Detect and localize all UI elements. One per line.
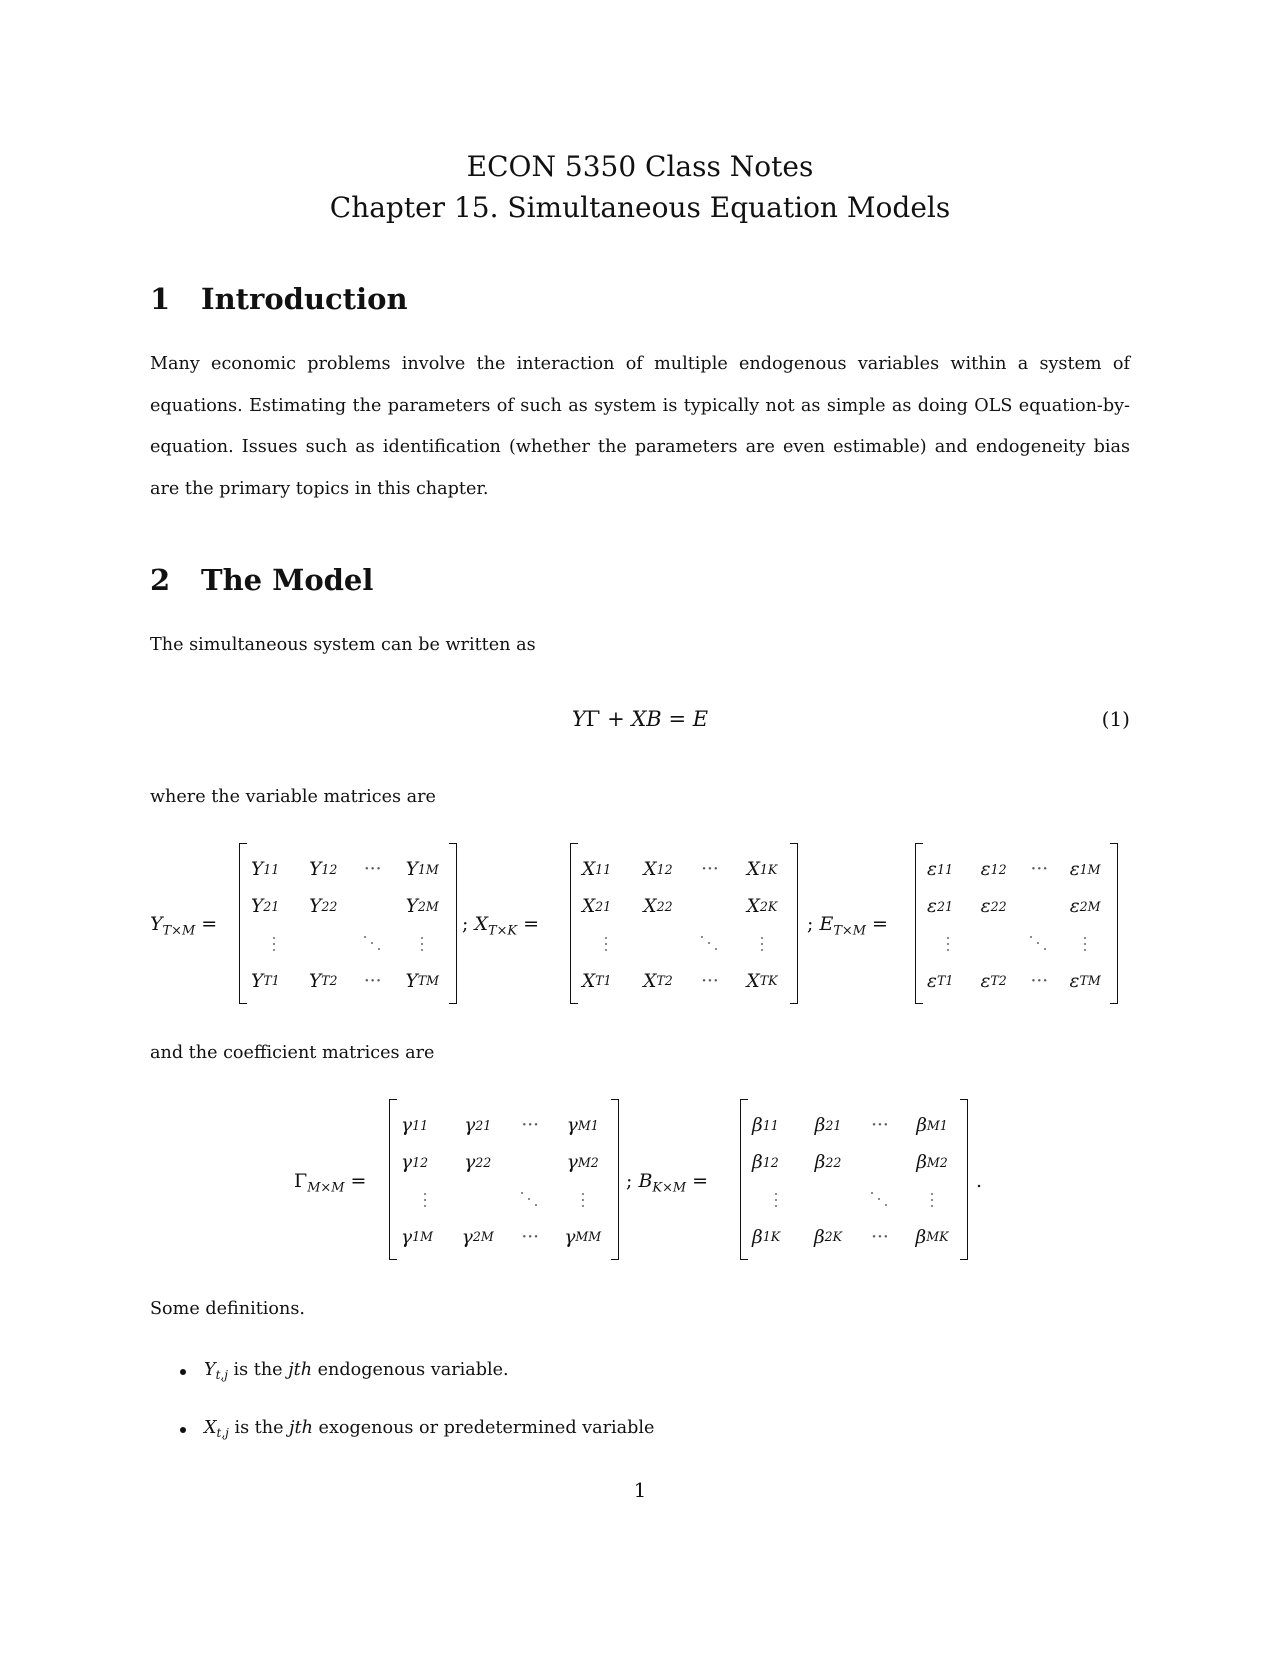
matrix-cell: X T1 [582,970,612,992]
hdots: ··· [1030,859,1049,881]
ddots [854,1182,906,1219]
hdots: ··· [701,859,719,881]
x-matrix-label: ; $X_{T\times K}$ = [462,913,540,939]
bullet-icon [180,1427,186,1433]
matrix-cell: ε 12 [980,859,1007,881]
hdots: ··· [871,1115,889,1137]
matrix-cell: Y T1 [251,970,280,992]
x-matrix [570,843,798,1004]
b-matrix [740,1099,968,1260]
vdots [249,926,299,963]
document-title: ECON 5350 Class Notes [466,150,814,183]
matrix-cell: β M2 [916,1152,948,1174]
main-equation [0,707,1280,731]
matrix-cell: X 11 [582,859,612,881]
eq-gamma: Γ [585,707,601,731]
left-bracket [915,843,923,1004]
matrix-cell: β 11 [752,1115,779,1137]
right-bracket [449,843,457,1004]
gamma-matrix-label: $\Gamma_{M\times M}$ = [294,1170,367,1196]
vdots [906,1182,958,1219]
matrix-cell: β 12 [752,1152,779,1174]
matrix-cell: γ 22 [464,1152,492,1174]
matrix-cell: γ 11 [401,1115,429,1137]
coef-intro-text: and the coefficient matrices are [150,1043,435,1063]
vdots [398,926,448,963]
ddots [684,926,736,963]
definition-item: $X_{t,j}$ is the jth exogenous or predetermined variable [180,1418,654,1438]
matrix-cell: Y 2M [405,896,439,918]
matrix-cell: β 1K [752,1226,781,1248]
b-matrix-label: ; $B_{K\times M}$ = [626,1170,709,1196]
gamma-matrix [389,1099,619,1260]
y-matrix-label: $Y_{T\times M}$ = [150,913,218,939]
matrix-cell: γ M1 [566,1115,599,1137]
right-bracket [960,1099,968,1260]
matrix-cell: β M1 [916,1115,948,1137]
matrix-cell: Y 12 [309,859,338,881]
left-bracket [740,1099,748,1260]
vdots [750,1182,802,1219]
eq-y: Y [571,707,586,731]
hdots: ··· [363,859,382,881]
equation-number: (1) [1101,707,1130,731]
intro-paragraph: Many economic problems involve the interaction of multiple endogenous variables within a system of equations. Estimating the parameters of such as system is typically not as simple as doing OLS equation-by-equation. Issues such as identification (whether the parameters are even estimable) and endogeneity bias are the primary topics in this chapter. [150,354,1130,499]
matrix-cell: γ 21 [464,1115,492,1137]
ddots [1017,926,1063,963]
matrix-cell: ε 11 [927,859,953,881]
matrix-cell: ε T2 [980,970,1007,992]
matrix-cell: X TK [746,970,778,992]
matrix-cell: γ 12 [401,1152,429,1174]
matrix-cell: β 21 [814,1115,842,1137]
matrix-cell: ε 2M [1069,896,1101,918]
vdots [580,926,632,963]
hdots: ··· [871,1226,889,1248]
matrix-cell: γ 2M [461,1226,494,1248]
right-bracket [790,843,798,1004]
matrix-cell: ε 21 [927,896,953,918]
left-bracket [389,1099,397,1260]
matrix-cell: ε TM [1069,970,1101,992]
matrix-cell: Y 1M [405,859,439,881]
vdots [736,926,788,963]
matrix-cell: Y TM [405,970,439,992]
section-title: Introduction [201,282,408,316]
matrix-cell: γ M2 [566,1152,599,1174]
hdots: ··· [521,1226,540,1248]
variable-intro-text: where the variable matrices are [150,787,436,807]
matrix-cell: X 21 [582,896,612,918]
matrix-cell: X T2 [643,970,673,992]
eq-plus: + [607,707,625,731]
matrix-cell: Y 21 [251,896,280,918]
definitions-intro-text: Some definitions. [150,1299,305,1319]
bullet-icon [180,1369,186,1375]
ddots [504,1182,557,1219]
matrix-cell: ε 22 [980,896,1007,918]
hdots: ··· [1030,970,1049,992]
section-heading-introduction [150,282,408,316]
matrix-cell: β MK [915,1226,949,1248]
matrix-cell: Y T2 [308,970,338,992]
title-block [0,146,1280,228]
matrix-cell: Y 22 [309,896,338,918]
matrix-cell: ε T1 [927,970,954,992]
right-bracket [611,1099,619,1260]
hdots: ··· [521,1115,540,1137]
left-bracket [239,843,247,1004]
vdots [399,1182,452,1219]
matrix-cell: X 1K [746,859,778,881]
hdots: ··· [363,970,382,992]
left-bracket [570,843,578,1004]
matrix-cell: γ MM [564,1226,602,1248]
matrix-cell: β 22 [814,1152,842,1174]
section-number: 2 [150,563,171,597]
hdots: ··· [701,970,719,992]
matrix-period: . [976,1170,983,1192]
e-matrix-label: ; $E_{T\times M}$ = [807,913,888,939]
system-intro-text: The simultaneous system can be written as [150,635,536,655]
section-title: The Model [201,563,374,597]
matrix-cell: β 2K [813,1226,843,1248]
e-matrix [915,843,1118,1004]
matrix-cell: X 22 [643,896,673,918]
eq-xb: XB [631,707,662,731]
vdots [557,1182,610,1219]
ddots [348,926,398,963]
matrix-cell: Y 11 [251,859,280,881]
vdots [1062,926,1108,963]
y-matrix [239,843,457,1004]
matrix-cell: X 2K [746,896,778,918]
page-number: 1 [633,1478,647,1502]
definition-item: $Y_{t,j}$ is the jth endogenous variable. [180,1360,509,1380]
eq-e: E [692,707,709,731]
section-heading-model [150,563,373,597]
section-number: 1 [150,282,171,316]
matrix-cell: X 12 [643,859,673,881]
chapter-title: Chapter 15. Simultaneous Equation Models [329,191,951,224]
eq-equals: = [668,707,687,731]
vdots [925,926,971,963]
right-bracket [1110,843,1118,1004]
matrix-cell: ε 1M [1069,859,1101,881]
matrix-cell: γ 1M [401,1226,433,1248]
